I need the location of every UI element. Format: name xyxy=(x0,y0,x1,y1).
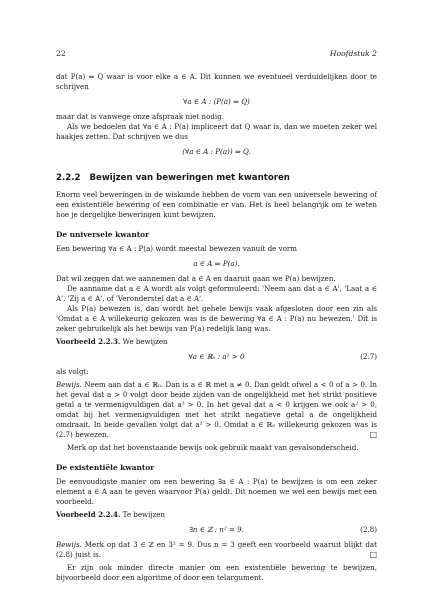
qed-symbol: □ xyxy=(369,550,377,559)
page-number: 22 xyxy=(56,49,66,58)
proof-text: Neem aan dat a ∈ ℝ₀. Dan is a ∈ ℝ met a ≠ 0. Dan geldt ofwel a < 0 of a > 0. In het geval dat a > 0 volgt door beide zijden van de ongelijkheid met het strikt positieve getal a te vermenigvuldigen dat a² > 0. In het geval dat a < 0 krijgen we ook a² > 0, omdat bij het vermenigvuldigen met het strikt negatieve getal a de ongelijkheid omdraait. In beide gevallen volgt dat a² > 0. Omdat a ∈ ℝ₀ willekeurig gekozen was is (2.7) bewezen. xyxy=(56,380,377,439)
example-after: als volgt: xyxy=(56,367,89,376)
chapter-title: Hoofdstuk 2 xyxy=(329,49,377,58)
display-equation: (∀a ∈ A : P(a)) ⇒ Q. xyxy=(182,147,251,156)
existential-paragraph: De eenvoudigste manier om een bewering ∃a ∈ A : P(a) te bewijzen is om een zeker element a ∈ A aan te geven waarvoor P(a) geldt. Dit noemen we wel een bewijs met een voorbeeld. xyxy=(56,477,377,506)
proof-label: Bewijs. xyxy=(56,540,82,549)
universal-paragraph: Een bewering ∀a ∈ A : P(a) wordt meestal bewezen vanuit de vorm xyxy=(56,244,297,253)
example-intro xyxy=(56,337,377,347)
equation-number: (2.7) xyxy=(360,352,377,361)
universal-paragraph: Dat wil zeggen dat we aannemen dat a ∈ A en daaruit gaan we P(a) bewijzen. xyxy=(56,274,336,283)
proof-paragraph xyxy=(56,540,377,560)
proof-text: Merk op dat 3 ∈ ℤ en 3² = 9. Dus n = 3 geeft een voorbeeld waaruit blijkt dat (2.8) juist is. xyxy=(56,540,377,559)
intro-paragraph: Als we bedoelen dat ∀a ∈ A : P(a) impliceert dat Q waar is, dan we moeten zeker wel haakjes zetten. Dat schrijven we dus xyxy=(56,122,377,141)
intro-paragraph: maar dat is vanwege onze afspraak niet nodig. xyxy=(56,112,224,121)
equation-body: ∃n ∈ ℤ : n² = 9. xyxy=(189,525,244,534)
section-heading xyxy=(56,173,377,183)
numbered-equation xyxy=(56,525,377,535)
proof-paragraph xyxy=(56,380,377,440)
equation-number: (2.8) xyxy=(360,525,377,534)
numbered-equation xyxy=(56,352,377,362)
proof-label: Bewijs. xyxy=(56,380,82,389)
example-label: Voorbeeld 2.2.3. xyxy=(56,337,121,346)
example-text: Te bewijzen xyxy=(122,510,166,519)
display-equation: ∀a ∈ A : (P(a) ⇒ Q) xyxy=(183,97,250,106)
qed-symbol: □ xyxy=(369,430,377,439)
example-intro xyxy=(56,510,377,520)
section-title: Bewijzen van beweringen met kwantoren xyxy=(89,173,290,183)
note-paragraph: Merk op dat het bovenstaande bewijs ook gebruik maakt van gevalsonderscheid. xyxy=(67,443,359,452)
section-number: 2.2.2 xyxy=(56,173,81,183)
running-header xyxy=(56,49,377,61)
display-equation: a ∈ A ⇒ P(a). xyxy=(193,259,240,268)
subsection-heading: De universele kwantor xyxy=(56,230,149,239)
example-label: Voorbeeld 2.2.4. xyxy=(56,510,121,519)
closing-paragraph: Er zijn ook minder directe manier om een existentiële bewering te bewijzen, bijvoorbeeld door een algoritme of door een telargument. xyxy=(56,563,377,582)
subsection-heading: De existentiële kwantor xyxy=(56,463,155,472)
universal-paragraph: De aanname dat a ∈ A wordt als volgt geformuleerd: 'Neem aan dat a ∈ A', 'Laat a ∈ A', 'Zij a ∈ A', of 'Veronderstel dat a ∈ A'. xyxy=(56,284,377,303)
section-intro-paragraph: Enorm veel beweringen in de wiskunde hebben de vorm van een universele bewering of een existentiële bewering of een combinatie er van. Het is heel belangrijk om te weten hoe je dergelijke beweringen kunt bewijzen. xyxy=(56,190,377,219)
equation-body: ∀a ∈ ℝ₀ : a² > 0 xyxy=(188,352,245,361)
example-text: We bewijzen xyxy=(122,337,168,346)
universal-paragraph: Als P(a) bewezen is, dan wordt het gehele bewijs vaak afgesloten door een zin als 'Omdat a ∈ A willekeurig gekozen was is de bewering ∀a ∈ A : P(a) nu bewezen.' Dit is zeker gebruikelijk als het bewijs van P(a) redelijk lang was. xyxy=(56,304,377,333)
intro-paragraph: dat P(a) ⇒ Q waar is voor elke a ∈ A. Dit kunnen we eventueel verduidelijken door te schrijven xyxy=(56,72,377,91)
